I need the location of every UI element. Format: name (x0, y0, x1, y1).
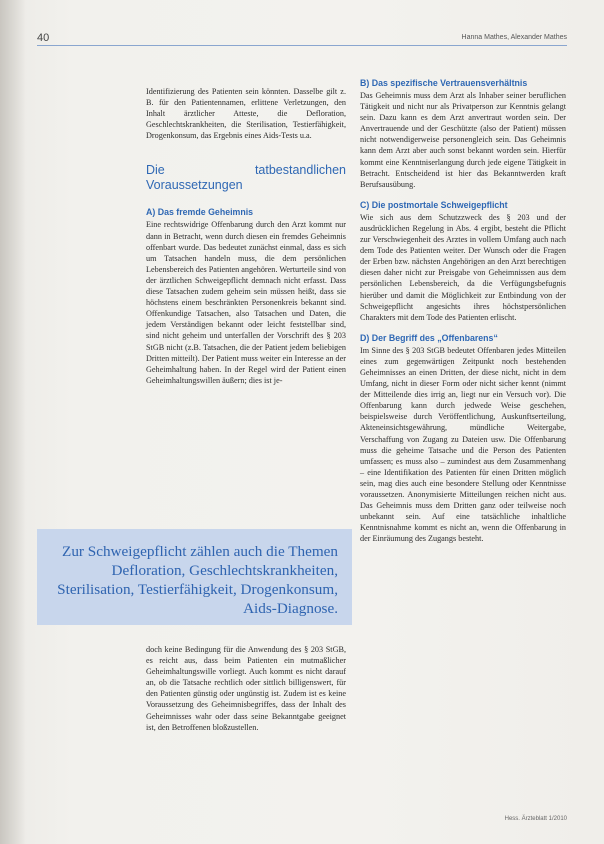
section-heading: Die tatbestandlichen Voraussetzungen (146, 163, 346, 193)
subheading-c: C) Die postmortale Schweigepflicht (360, 199, 508, 210)
paragraph-a: Eine rechtswidrige Offenbarung durch den Arzt kommt nur dann in Betracht, wenn durch diesen ein fremdes Geheimnis offenbart wurde. Das bedeutet zunächst einmal, dass es sich um Tatsachen handeln muss, die dem persönlichen Lebensbereich des Patienten angehören. Werturteile sind von der ärztlichen Schweigepflicht demnach nicht erfasst. Dass diese Tatsachen zudem geheim sein müssen heißt, dass sie höchstens einem beschränkten Personenkreis bekannt sind. Offenkundige Tatsachen, also Tatsachen und Daten, die jedem Verständigen bekannt oder leicht feststellbar sind, sind nicht geheim und unterfallen der Vorschrift des § 203 StGB nicht (z.B. Tatsachen, die der Patient jedem beliebigen Dritten mitteilt). Der Patient muss weiter ein Interesse an der Geheimhaltung haben. In der Regel wird der Patient einen Geheimhaltungswillen äußern; dies ist je- (146, 220, 346, 385)
subheading-a: A) Das fremde Geheimnis (146, 207, 254, 218)
running-head: Hanna Mathes, Alexander Mathes (461, 34, 567, 41)
right-column (360, 78, 566, 544)
header-rule (37, 45, 567, 46)
book-spine-shadow (0, 0, 26, 844)
subheading-d: D) Der Begriff des „Offenbarens“ (360, 332, 498, 343)
paragraph-a-continued: doch keine Bedingung für die Anwendung des § 203 StGB, es reicht aus, dass beim Patienten ein mutmaßlicher Geheimhaltungswille vorliegt. Auch kommt es nicht darauf an, ob die Tatsache rechtlich oder sittlich billigenswert, für den Patienten günstig oder ungünstig ist. Zudem ist es keine Voraussetzung des Geheimnisbegriffes, dass der Inhalt des Geheimnisses wahr oder dass seine Bekanntgabe geeignet ist, den Betroffenen bloßzustellen. (146, 645, 346, 732)
pull-quote-text: Zur Schweigepflicht zählen auch die Themen Defloration, Geschlechtskrankheiten, Sterilisation, Testierfähigkeit, Drogenkonsum, Aids-Diagnose. (57, 543, 338, 617)
footer-source: Hess. Ärzteblatt 1/2010 (504, 816, 567, 822)
paragraph-c: Wie sich aus dem Schutzzweck des § 203 und der ausdrücklichen Regelung in Abs. 4 ergibt, besteht die Pflicht zur Verschwiegenheit des Arztes in vollem Umfang auch nach dem Tode des Patienten weiter. Der Wunsch oder die Fragen der Erben bzw. nächsten Angehörigen an den Arzt berechtigen diesen daher nicht zur Preisgabe von Geheimnissen aus dem persönlichen Lebensbereich, da die Verfügungsbefugnis hierüber und damit die Möglichkeit zur Entbindung von der Schweigepflicht angesichts ihres höchstpersönlichen Charakters mit dem Tode des Patienten erlischt. (360, 212, 566, 322)
paragraph-b: Das Geheimnis muss dem Arzt als Inhaber seiner beruflichen Tätigkeit und nicht nur als Privatperson zur Kenntnis gelangt sein. Dazu kann es dem Arzt anvertraut worden sein. Der Anvertrauende und der Geschützte (also der Patient) müssen nicht notwendigerweise personengleich sein. Das Geheimnis kann dem Arzt aber auch sonst bekannt worden sein. Hierfür kommt eine Kenntniserlangung durch jede eigene Tätigkeit in Betracht. Entscheidend ist hier das Bekanntwerden kraft Berufsausübung. (360, 91, 566, 189)
page-number: 40 (37, 32, 50, 44)
paragraph-d: Im Sinne des § 203 StGB bedeutet Offenbaren jedes Mitteilen eines zum gegenwärtigen Zeitpunkt noch bestehenden Geheimnisses an einen Dritten, der diese nicht, nicht in dem Umfang, nicht in dieser Form oder nicht sicher kennt (nimmt der Mitteilende dies irrig an, liegt nur ein Versuch vor). Die Offenbarung kann durch jedwede Weise geschehen, beispielsweise durch Veröffentlichung, Auskunftserteilung, Akteneinsichtsgewährung, mündliche Weitergabe, Verschaffung von Zugang zu Dateien usw. Die Offenbarung muss die geheime Tatsache und die Person des Patienten umfassen; es muss also – zumindest aus dem Zusammenhang – eine Identifikation des Patienten für einen Dritten möglich sein, mag dies auch eine besondere Stellung oder Kenntnisse voraussetzen. Anonymisierte Mitteilungen reichen nicht aus. Das Geheimnis muss dem Dritten ganz oder teilweise noch unbekannt sein. Auf eine tatsächliche inhaltliche Kenntnisnahme kommt es nicht an, wenn die Offenbarung in der Einräumung des Zugangs besteht. (360, 345, 566, 544)
intro-paragraph: Identifizierung des Patienten sein könnten. Dasselbe gilt z. B. für den Patientennamen, erlittene Verletzungen, den Inhalt ärztlicher Atteste, die Defloration, Geschlechtskrankheiten, die Sterilisation, Testierfähigkeit, Drogenkonsum, das Ergebnis eines Aids-Tests u.a. (146, 87, 346, 141)
left-column-top (146, 86, 346, 386)
subheading-b: B) Das spezifische Vertrauensverhältnis (360, 78, 528, 88)
pull-quote-box (37, 529, 352, 625)
left-column-bottom (146, 644, 346, 733)
